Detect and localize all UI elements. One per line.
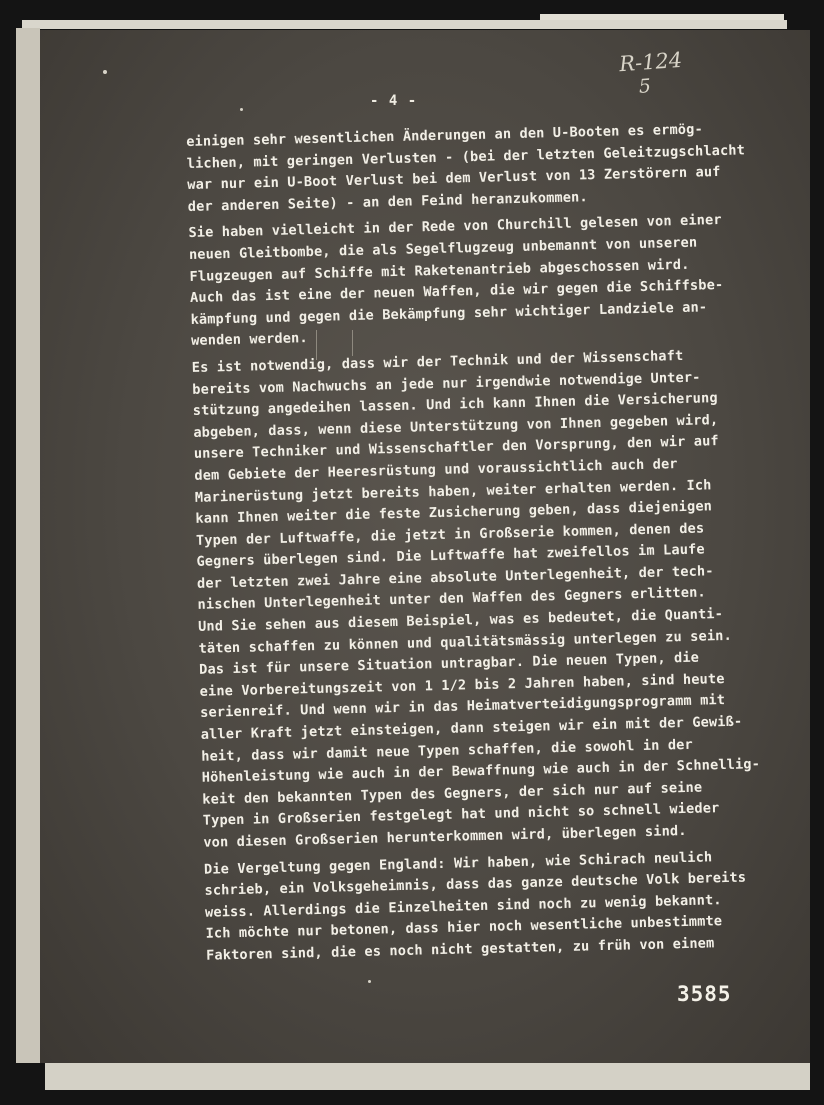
- text-line: Auch das ist eine der neuen Waffen, die wir gegen die Schiffsbe-: [189, 277, 724, 307]
- text-line: eine Vorbereitungszeit von 1 1/2 bis 2 Jahren haben, sind heute: [199, 670, 725, 700]
- text-line: Typen in Großserien festgelegt hat und nicht so schnell wieder: [202, 800, 720, 830]
- paper-edge-left: [16, 28, 40, 1063]
- text-line: stützung angedeihen lassen. Und ich kann Ihnen die Versicherung: [192, 390, 718, 420]
- text-line: heit, dass wir damit neue Typen schaffen, die sowohl in der: [201, 736, 694, 765]
- typed-text-body: [186, 118, 796, 973]
- text-line: kämpfung und gegen die Bekämpfung sehr wichtiger Landziele an-: [190, 299, 708, 328]
- document-page: [40, 30, 810, 1063]
- speck: [240, 108, 243, 111]
- text-line: Die Vergeltung gegen England: Wir haben, wie Schirach neulich: [203, 848, 713, 878]
- text-line: Es ist notwendig, dass wir der Technik und der Wissenschaft: [191, 347, 684, 376]
- text-line: Und Sie sehen aus diesem Beispiel, was es bedeutet, die Quanti-: [197, 606, 724, 635]
- text-line: von diesen Großserien herunterkommen wird, überlegen sind.: [203, 822, 687, 851]
- text-line: Das ist für unsere Situation untragbar. Die neuen Typen, die: [198, 649, 700, 679]
- paragraph: [188, 209, 781, 353]
- text-line: serienreif. Und wenn wir in das Heimatverteidigungsprogramm mit: [200, 692, 726, 722]
- page-number: - 4 -: [370, 93, 418, 109]
- text-line: schrieb, ein Volksgeheimnis, dass das ganze deutsche Volk bereits: [204, 869, 747, 899]
- reference-number: 5: [638, 75, 652, 98]
- text-line: unsere Techniker und Wissenschaftler den Vorsprung, den wir auf: [193, 433, 719, 463]
- text-line: Höhenleistung wie auch in der Bewaffnung wie auch in der Schnellig-: [201, 756, 761, 787]
- paragraph: [192, 343, 794, 854]
- text-line: kann Ihnen weiter die feste Zusicherung geben, dass diejenigen: [195, 498, 713, 527]
- text-line: der anderen Seite) - an den Feind heranzukommen.: [187, 188, 588, 215]
- handwritten-reference-mark: [618, 48, 684, 100]
- speck: [368, 980, 371, 983]
- text-line: dem Gebiete der Heeresrüstung und voraussichtlich auch der: [194, 455, 678, 484]
- text-line: einigen sehr wesentlichen Änderungen an den U-Booten es ermög-: [186, 121, 704, 150]
- text-line: Faktoren sind, die es noch nicht gestatten, zu früh von einem: [205, 935, 715, 964]
- text-line: lichen, mit geringen Verlusten - (bei der letzten Geleitzugschlacht: [186, 141, 746, 172]
- text-line: bereits vom Nachwuchs an jede nur irgendwie notwendige Unter-: [192, 369, 701, 398]
- text-line: abgeben, dass, wenn diese Unterstützung von Ihnen gegeben wird,: [193, 411, 719, 441]
- text-line: nischen Unterlegenheit unter den Waffen des Gegners erlitten.: [197, 584, 707, 614]
- text-line: keit den bekannten Typen des Gegners, der sich nur auf seine: [202, 779, 703, 808]
- paper-edge-top: [22, 20, 787, 29]
- paragraph: [204, 845, 796, 967]
- text-line: Marinerüstung jetzt bereits haben, weiter erhalten werden. Ich: [194, 476, 712, 506]
- text-line: neuen Gleitbombe, die als Segelflugzeug unbemannt von unseren: [188, 234, 698, 263]
- document-number: 3585: [677, 982, 732, 1006]
- text-line: Typen der Luftwaffe, die jetzt in Großserie kommen, denen des: [195, 520, 705, 549]
- paragraph: [186, 118, 778, 219]
- speck: [103, 70, 107, 74]
- paper-edge-bottom: [45, 1060, 810, 1090]
- text-line: Sie haben vielleicht in der Rede von Churchill gelesen von einer: [188, 212, 722, 242]
- text-line: Flugzeugen auf Schiffe mit Raketenantrieb abgeschossen wird.: [189, 256, 690, 285]
- text-line: aller Kraft jetzt einsteigen, dann steigen wir ein mit der Gewiß-: [200, 713, 743, 743]
- reference-code: R-124: [618, 47, 683, 77]
- text-line: wenden werden.: [190, 330, 308, 350]
- text-line: Gegners überlegen sind. Die Luftwaffe hat zweifellos im Laufe: [196, 541, 705, 571]
- text-line: weiss. Allerdings die Einzelheiten sind noch zu wenig bekannt.: [204, 891, 722, 921]
- text-line: der letzten zwei Jahre eine absolute Unterlegenheit, der tech-: [196, 563, 714, 592]
- text-line: Ich möchte nur betonen, dass hier noch wesentliche unbestimmte: [205, 913, 723, 943]
- text-line: war nur ein U-Boot Verlust bei dem Verlust von 13 Zerstörern auf: [187, 164, 721, 194]
- text-line: täten schaffen zu können und qualitätsmässig unterlegen zu sein.: [198, 627, 733, 657]
